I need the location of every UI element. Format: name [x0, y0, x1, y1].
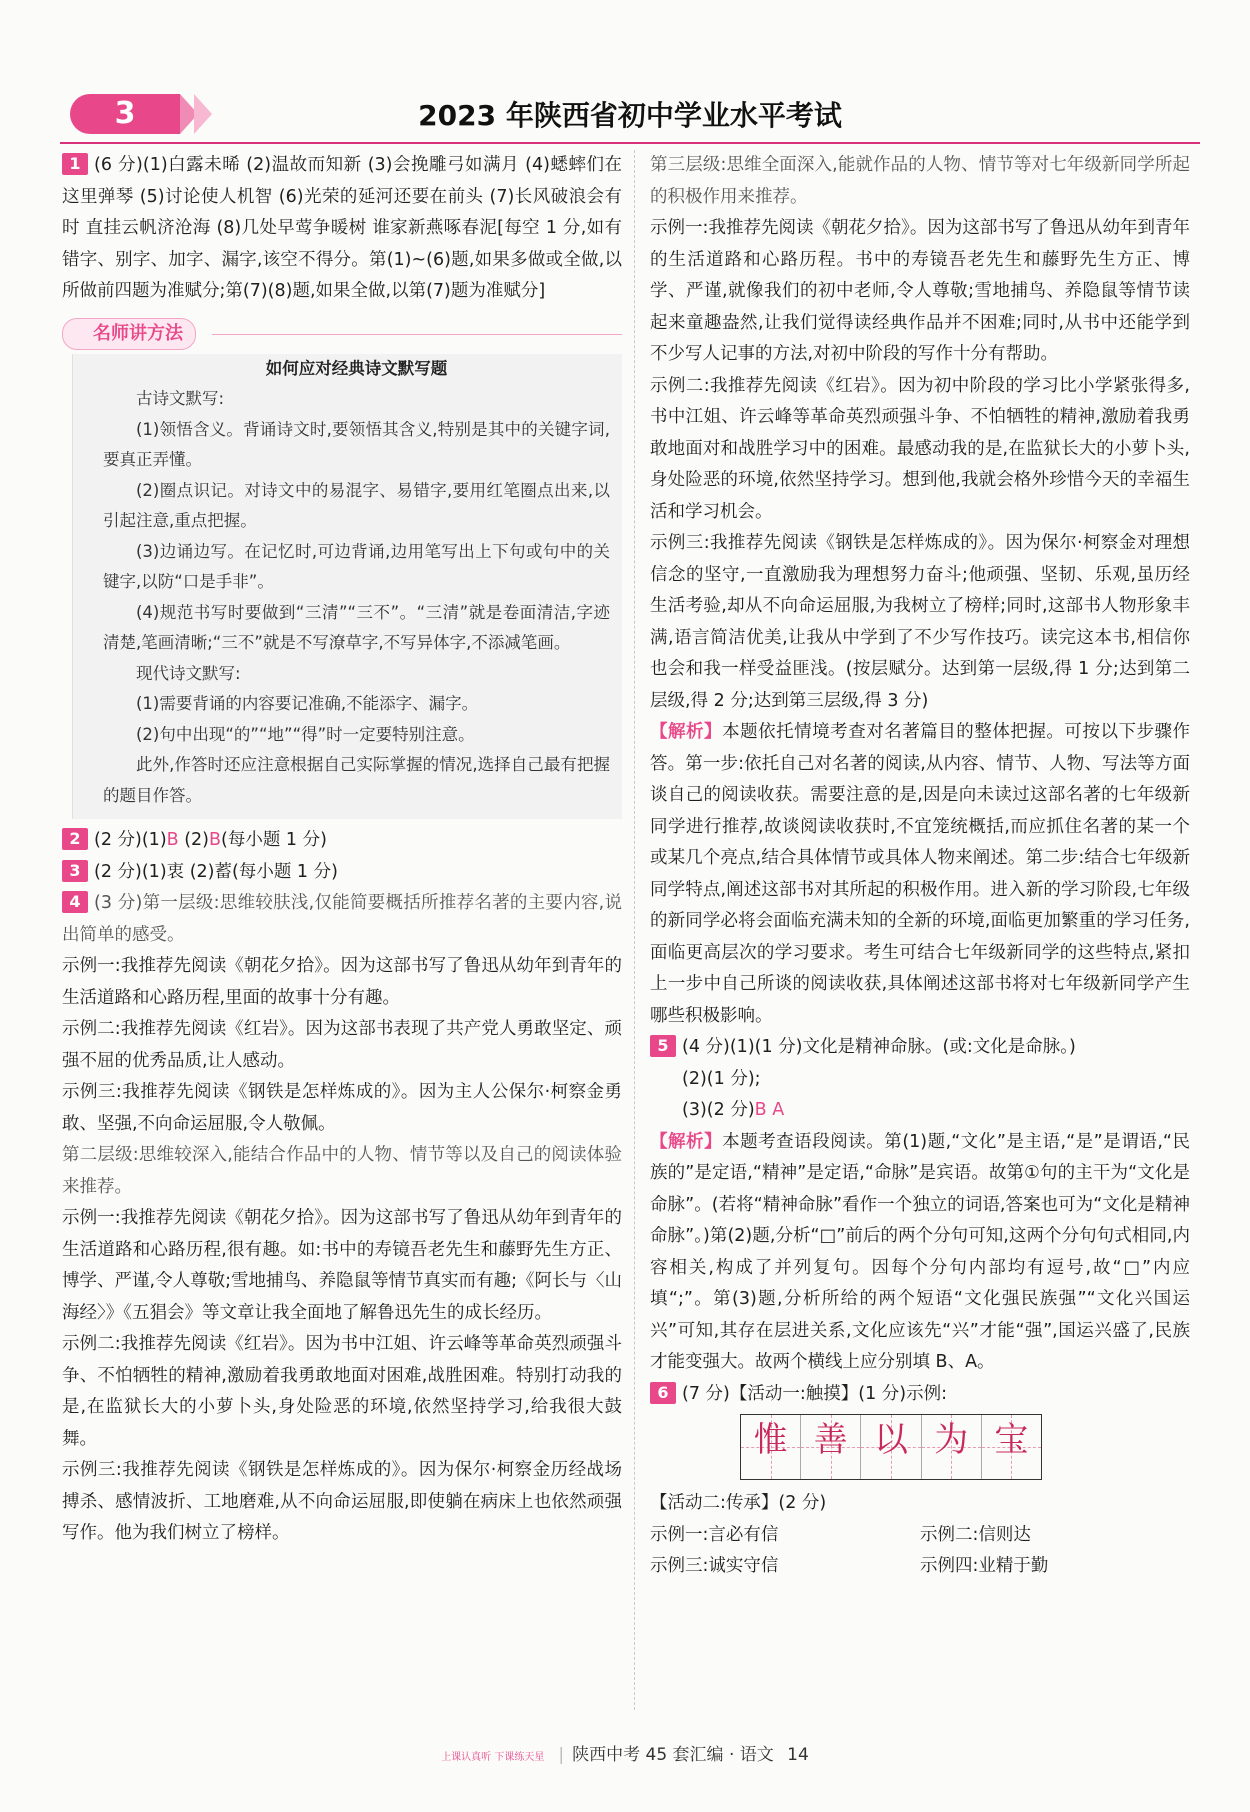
tip-header [62, 318, 622, 350]
grid-cell [741, 1415, 801, 1479]
grid-cell [801, 1415, 861, 1479]
right-column [650, 150, 1190, 1583]
example-text: 示例二:我推荐先阅读《红岩》。因为这部书表现了共产党人勇敢坚定、顽强不屈的优秀品质,让人感动。 [62, 1019, 622, 1071]
answer-choice: B [209, 830, 222, 850]
tip-line: (1)领悟含义。背诵诗文时,要领悟其含义,特别是其中的关键字词,要真正弄懂。 [103, 419, 610, 469]
analysis-label: 【解析】 [650, 722, 723, 742]
calligraphy-grid [740, 1414, 1042, 1480]
tip-line: 此外,作答时还应注意根据自己实际掌握的情况,选择自己最有把握的题目作答。 [103, 755, 610, 805]
answer-text: (4 分)(1)(1 分)文化是精神命脉。(或:文化是命脉。) [682, 1037, 1076, 1057]
level-text: 第二层级:思维较深入,能结合作品中的人物、情节等以及自己的阅读体验来推荐。 [62, 1145, 622, 1197]
analysis-4 [650, 717, 1190, 1032]
question-number: 1 [62, 153, 88, 175]
question-1 [62, 150, 622, 308]
calligraphy-char: 善 [813, 1420, 848, 1460]
footer-slogan: 上课认真听 下课练天星 [441, 1752, 545, 1763]
answer-text: (6 分)(1)白露未晞 (2)温故而知新 (3)会挽雕弓如满月 (4)蟋蟀们在这里弹琴 (5)讨论使人机智 (6)光荣的延河还要在前头 (7)长风破浪会有时 直挂云帆济沧海 (8)几处早莺争暖树 谁家新燕啄春泥[每空 1 分,如有错字、别字、加字、漏字,该空不得分。第(1)~(6)题,如果多做或全做,以所做前四题为准赋分;第(7)(8)题,如果全做,以第(7)题为准赋分] [62, 155, 622, 301]
question-4-level-1 [62, 888, 622, 951]
footer-separator: | [558, 1745, 565, 1765]
level-text: 第三层级:思维全面深入,能就作品的人物、情节等对七年级新同学所起的积极作用来推荐。 [650, 155, 1190, 207]
example-text: 示例二:我推荐先阅读《红岩》。因为初中阶段的学习比小学紧张得多,书中江姐、许云峰等革命英烈顽强斗争、不怕牺牲的精神,激励着我勇敢地面对和战胜学习中的困难。最感动我的是,在监狱长大的小萝卜头,身处险恶的环境,依然坚持学习。想到他,我就会格外珍惜今天的幸福生活和学习机会。 [650, 375, 1190, 522]
question-2 [62, 825, 622, 857]
example-text: 示例一:言必有信 [650, 1524, 779, 1545]
example-row [650, 1551, 1190, 1583]
tip-title: 如何应对经典诗文默写题 [265, 358, 448, 378]
question-number: 4 [62, 891, 88, 913]
tip-box [72, 354, 622, 820]
answer-text: (3)(2 分) [682, 1100, 755, 1120]
example-text: 示例一:我推荐先阅读《朝花夕拾》。因为这部书写了鲁迅从幼年到青年的生活道路和心路历程,里面的故事十分有趣。 [62, 956, 622, 1008]
answer-text: (7 分)【活动一:触摸】(1 分)示例: [682, 1383, 947, 1404]
example-text: 示例三:我推荐先阅读《钢铁是怎样炼成的》。因为主人公保尔·柯察金勇敢、坚强,不向命运屈服,令人敬佩。 [62, 1082, 622, 1134]
tip-line: (2)圈点识记。对诗文中的易混字、易错字,要用红笔圈点出来,以引起注意,重点把握。 [103, 480, 610, 530]
column-divider [634, 150, 635, 1710]
answer-text: (2 分)(1)衷 (2)蓄(每小题 1 分) [94, 861, 338, 882]
tip-line: (4)规范书写时要做到“三清”“三不”。“三清”就是卷面清洁,字迹清楚,笔画清晰;“三不”就是不写潦草字,不写异体字,不添减笔画。 [103, 602, 610, 652]
question-5 [650, 1032, 1190, 1064]
grid-cell [861, 1415, 921, 1479]
analysis-label: 【解析】 [650, 1131, 723, 1152]
question-number: 6 [650, 1382, 676, 1404]
analysis-5 [650, 1127, 1190, 1379]
example-text: 示例三:我推荐先阅读《钢铁是怎样炼成的》。因为保尔·柯察金历经战场搏杀、感情波折、工地磨难,从不向命运屈服,即使躺在病床上也依然顽强写作。他为我们树立了榜样。 [62, 1460, 622, 1543]
tip-line: (2)句中出现“的”“地”“得”时一定要特别注意。 [136, 724, 475, 744]
question-6 [650, 1379, 1190, 1411]
example-row [650, 1520, 1190, 1552]
unit-badge: 3 [70, 94, 180, 134]
page-header [60, 90, 1200, 144]
left-column [62, 150, 622, 1550]
analysis-text: 本题依托情境考查对名著篇目的整体把握。可按以下步骤作答。第一步:依托自己对名著的阅读,从内容、情节、人物、写法等方面谈自己的阅读收获。需要注意的是,因是向未读过这部名著的七年级新同学进行推荐,故谈阅读收获时,不宜笼统概括,而应抓住名著的某一个或某几个亮点,结合具体情节或具体人物来阐述。第二步:结合七年级新同学特点,阐述这部书对其所起的积极作用。进入新的学习阶段,七年级的新同学必将会面临充满未知的全新的环境,面临更加繁重的学习任务,面临更高层次的学习要求。考生可结合七年级新同学的这些特点,紧扣上一步中自己所谈的阅读收获,具体阐述这部书将对七年级新同学产生哪些积极影响。 [650, 722, 1191, 1026]
example-text: 示例一:我推荐先阅读《朝花夕拾》。因为这部书写了鲁迅从幼年到青年的生活道路和心路历程。书中的寿镜吾老先生和藤野先生方正、博学、严谨,就像我们的初中老师,令人尊敬;雪地捕鸟、养隐鼠等情节读起来童趣盎然,让我们觉得读经典作品并不困难;同时,从书中还能学到不少写人记事的方法,对初中阶段的写作十分有帮助。 [650, 218, 1190, 364]
tip-line: (3)边诵边写。在记忆时,可边背诵,边用笔写出上下句或句中的关键字,以防“口是手非”。 [103, 541, 610, 591]
example-text: 示例三:我推荐先阅读《钢铁是怎样炼成的》。因为保尔·柯察金对理想信念的坚守,一直激励我为理想努力奋斗;他顽强、坚韧、乐观,虽历经生活考验,却从不向命运屈服,为我树立了榜样;同时,这部书人物形象丰满,语言简洁优美,让我从中学到了不少写作技巧。读完这本书,相信你也会和我一样受益匪浅。(按层赋分。达到第一层级,得 1 分;达到第二层级,得 2 分;达到第三层级,得 3 分) [650, 533, 1190, 711]
question-number: 5 [650, 1035, 676, 1057]
calligraphy-char: 惟 [753, 1420, 788, 1460]
question-number: 3 [62, 860, 88, 882]
analysis-text: 本题考查语段阅读。第(1)题,“文化”是主语,“是”是谓语,“民族的”是定语,“精神”是定语,“命脉”是宾语。故第①句的主干为“文化是命脉”。(若将“精神命脉”看作一个独立的词语,答案也可为“文化是精神命脉”。)第(2)题,分析“□”前后的两个分句可知,这两个分句句式相同,内容相关,构成了并列复句。因每个分句内部均有逗号,故“□”内应填“;”。第(3)题,分析所给的两个短语“文化强民族强”“文化兴国运兴”可知,其存在层进关系,文化应该先“兴”才能“强”,国运兴盛了,民族才能变强大。故两个横线上应分别填 B、A。 [650, 1131, 1190, 1372]
answer-text: (2 分)(1) [94, 830, 167, 850]
answer-text: (2) [178, 830, 210, 850]
tip-line: 现代诗文默写: [136, 663, 241, 683]
footer-book: 陕西中考 45 套汇编 · 语文 [572, 1745, 774, 1765]
activity-2: 【活动二:传承】(2 分) [650, 1493, 827, 1513]
example-text: 示例二:我推荐先阅读《红岩》。因为书中江姐、许云峰等革命英烈顽强斗争、不怕牺牲的精神,激励着我勇敢地面对困难,战胜困难。特别打动我的是,在监狱长大的小萝卜头,身处险恶的环境,依然坚持学习,给我很大鼓舞。 [62, 1334, 622, 1449]
calligraphy-char: 以 [874, 1420, 908, 1460]
tip-label: 名师讲方法 [62, 318, 196, 350]
answer-choice: B A [754, 1100, 785, 1120]
calligraphy-char: 宝 [994, 1420, 1029, 1460]
answer-line [650, 1095, 1190, 1127]
answer-text: (2)(1 分); [682, 1068, 761, 1089]
calligraphy-char: 为 [934, 1420, 969, 1460]
tip-line: 古诗文默写: [136, 389, 225, 408]
question-number: 2 [62, 828, 88, 850]
page-title: 2023 年陕西省初中学业水平考试 [418, 99, 842, 132]
example-text: 示例三:诚实守信 [650, 1556, 779, 1576]
example-text: 示例四:业精于勤 [920, 1556, 1049, 1576]
question-3 [62, 857, 622, 889]
answer-text: (3 分)第一层级:思维较肤浅,仅能简要概括所推荐名著的主要内容,说出简单的感受。 [62, 893, 622, 945]
grid-cell [982, 1415, 1041, 1479]
answer-choice: B [166, 830, 179, 850]
grid-cell [922, 1415, 982, 1479]
example-text: 示例一:我推荐先阅读《朝花夕拾》。因为这部书写了鲁迅从幼年到青年的生活道路和心路历程,很有趣。如:书中的寿镜吾老先生和藤野先生方正、博学、严谨,令人尊敬;雪地捕鸟、养隐鼠等情节真实而有趣;《阿长与〈山海经〉》《五猖会》等文章让我全面地了解鲁迅先生的成长经历。 [62, 1208, 622, 1323]
answer-text: (每小题 1 分) [221, 830, 327, 850]
example-text: 示例二:信则达 [920, 1524, 1031, 1545]
tip-rule [212, 334, 622, 335]
page-footer [0, 1740, 1250, 1765]
tip-line: (1)需要背诵的内容要记准确,不能添字、漏字。 [136, 694, 479, 713]
page-number: 14 [787, 1745, 809, 1765]
